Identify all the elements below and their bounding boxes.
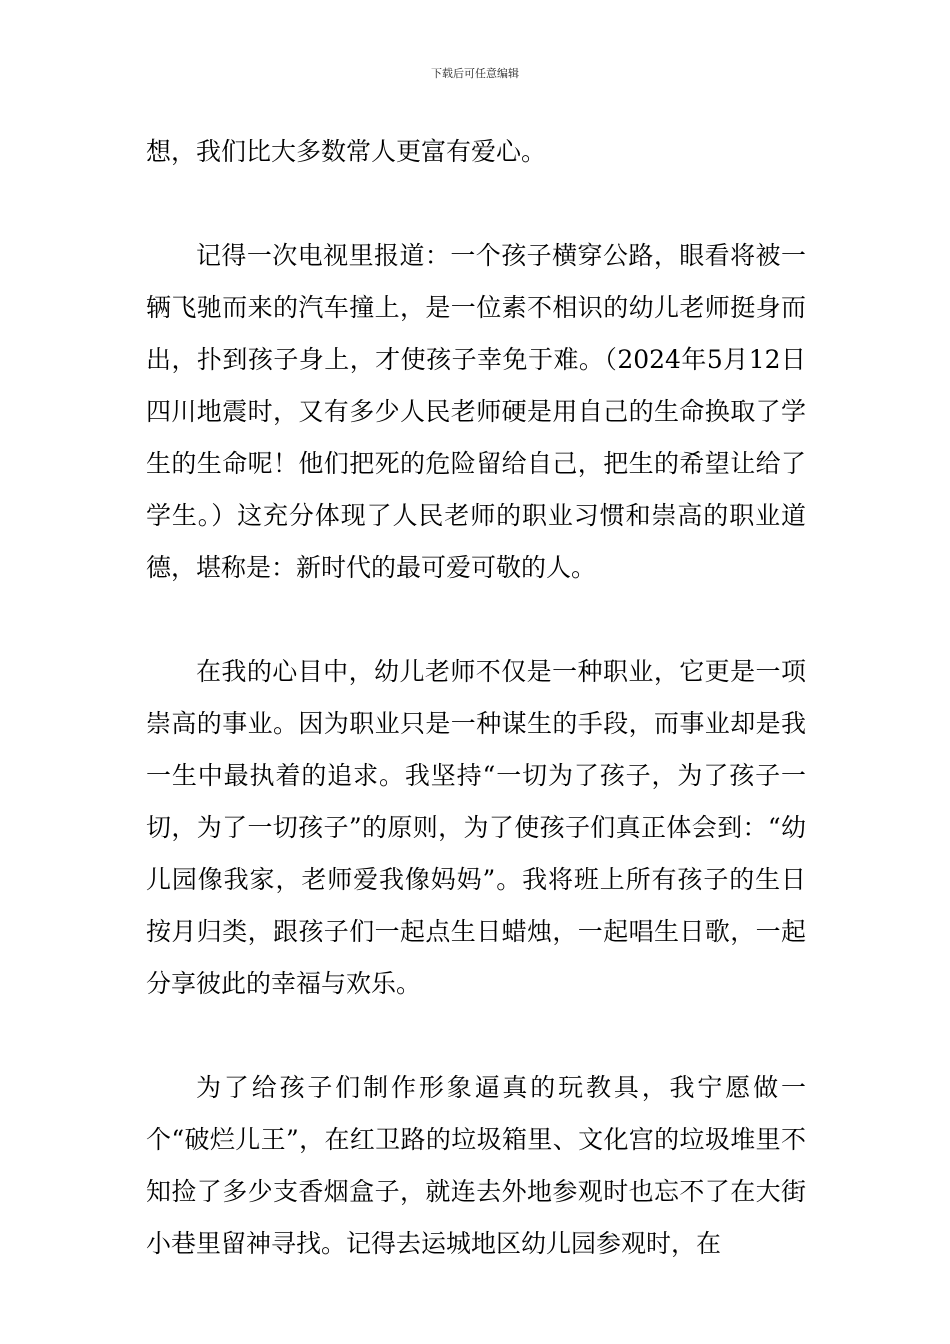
paragraph-4: 为了给孩子们制作形象逼真的玩教具，我宁愿做一个“破烂儿王”，在红卫路的垃圾箱里、文化宫的垃圾堆里不知捡了多少支香烟盒子，就连去外地参观时也忘不了在大街小巷里留神寻找。记得去运城地区幼儿园参观时，在 [146, 1073, 806, 1258]
paragraph-2: 记得一次电视里报道：一个孩子横穿公路，眼看将被一辆飞驰而来的汽车撞上，是一位素不相识的幼儿老师挺身而出，扑到孩子身上，才使孩子幸免于难。（2024年5月12日四川地震时，又有多少人民老师硬是用自己的生命换取了学生的生命呢！他们把死的危险留给自己，把生的希望让给了学生。）这充分体现了人民老师的职业习惯和崇高的职业道德，堪称是：新时代的最可爱可敬的人。 [146, 241, 806, 582]
page-header: 下载后可任意编辑 [431, 67, 519, 80]
document-body [146, 126, 806, 1322]
paragraph-3: 在我的心目中，幼儿老师不仅是一种职业，它更是一项崇高的事业。因为职业只是一种谋生的手段，而事业却是我一生中最执着的追求。我坚持“一切为了孩子，为了孩子一切，为了一切孩子”的原则，为了使孩子们真正体会到：“幼儿园像我家，老师爱我像妈妈”。我将班上所有孩子的生日按月归类，跟孩子们一起点生日蜡烛，一起唱生日歌，一起分享彼此的幸福与欢乐。 [146, 657, 806, 998]
paragraph-1: 想，我们比大多数常人更富有爱心。 [146, 137, 547, 166]
